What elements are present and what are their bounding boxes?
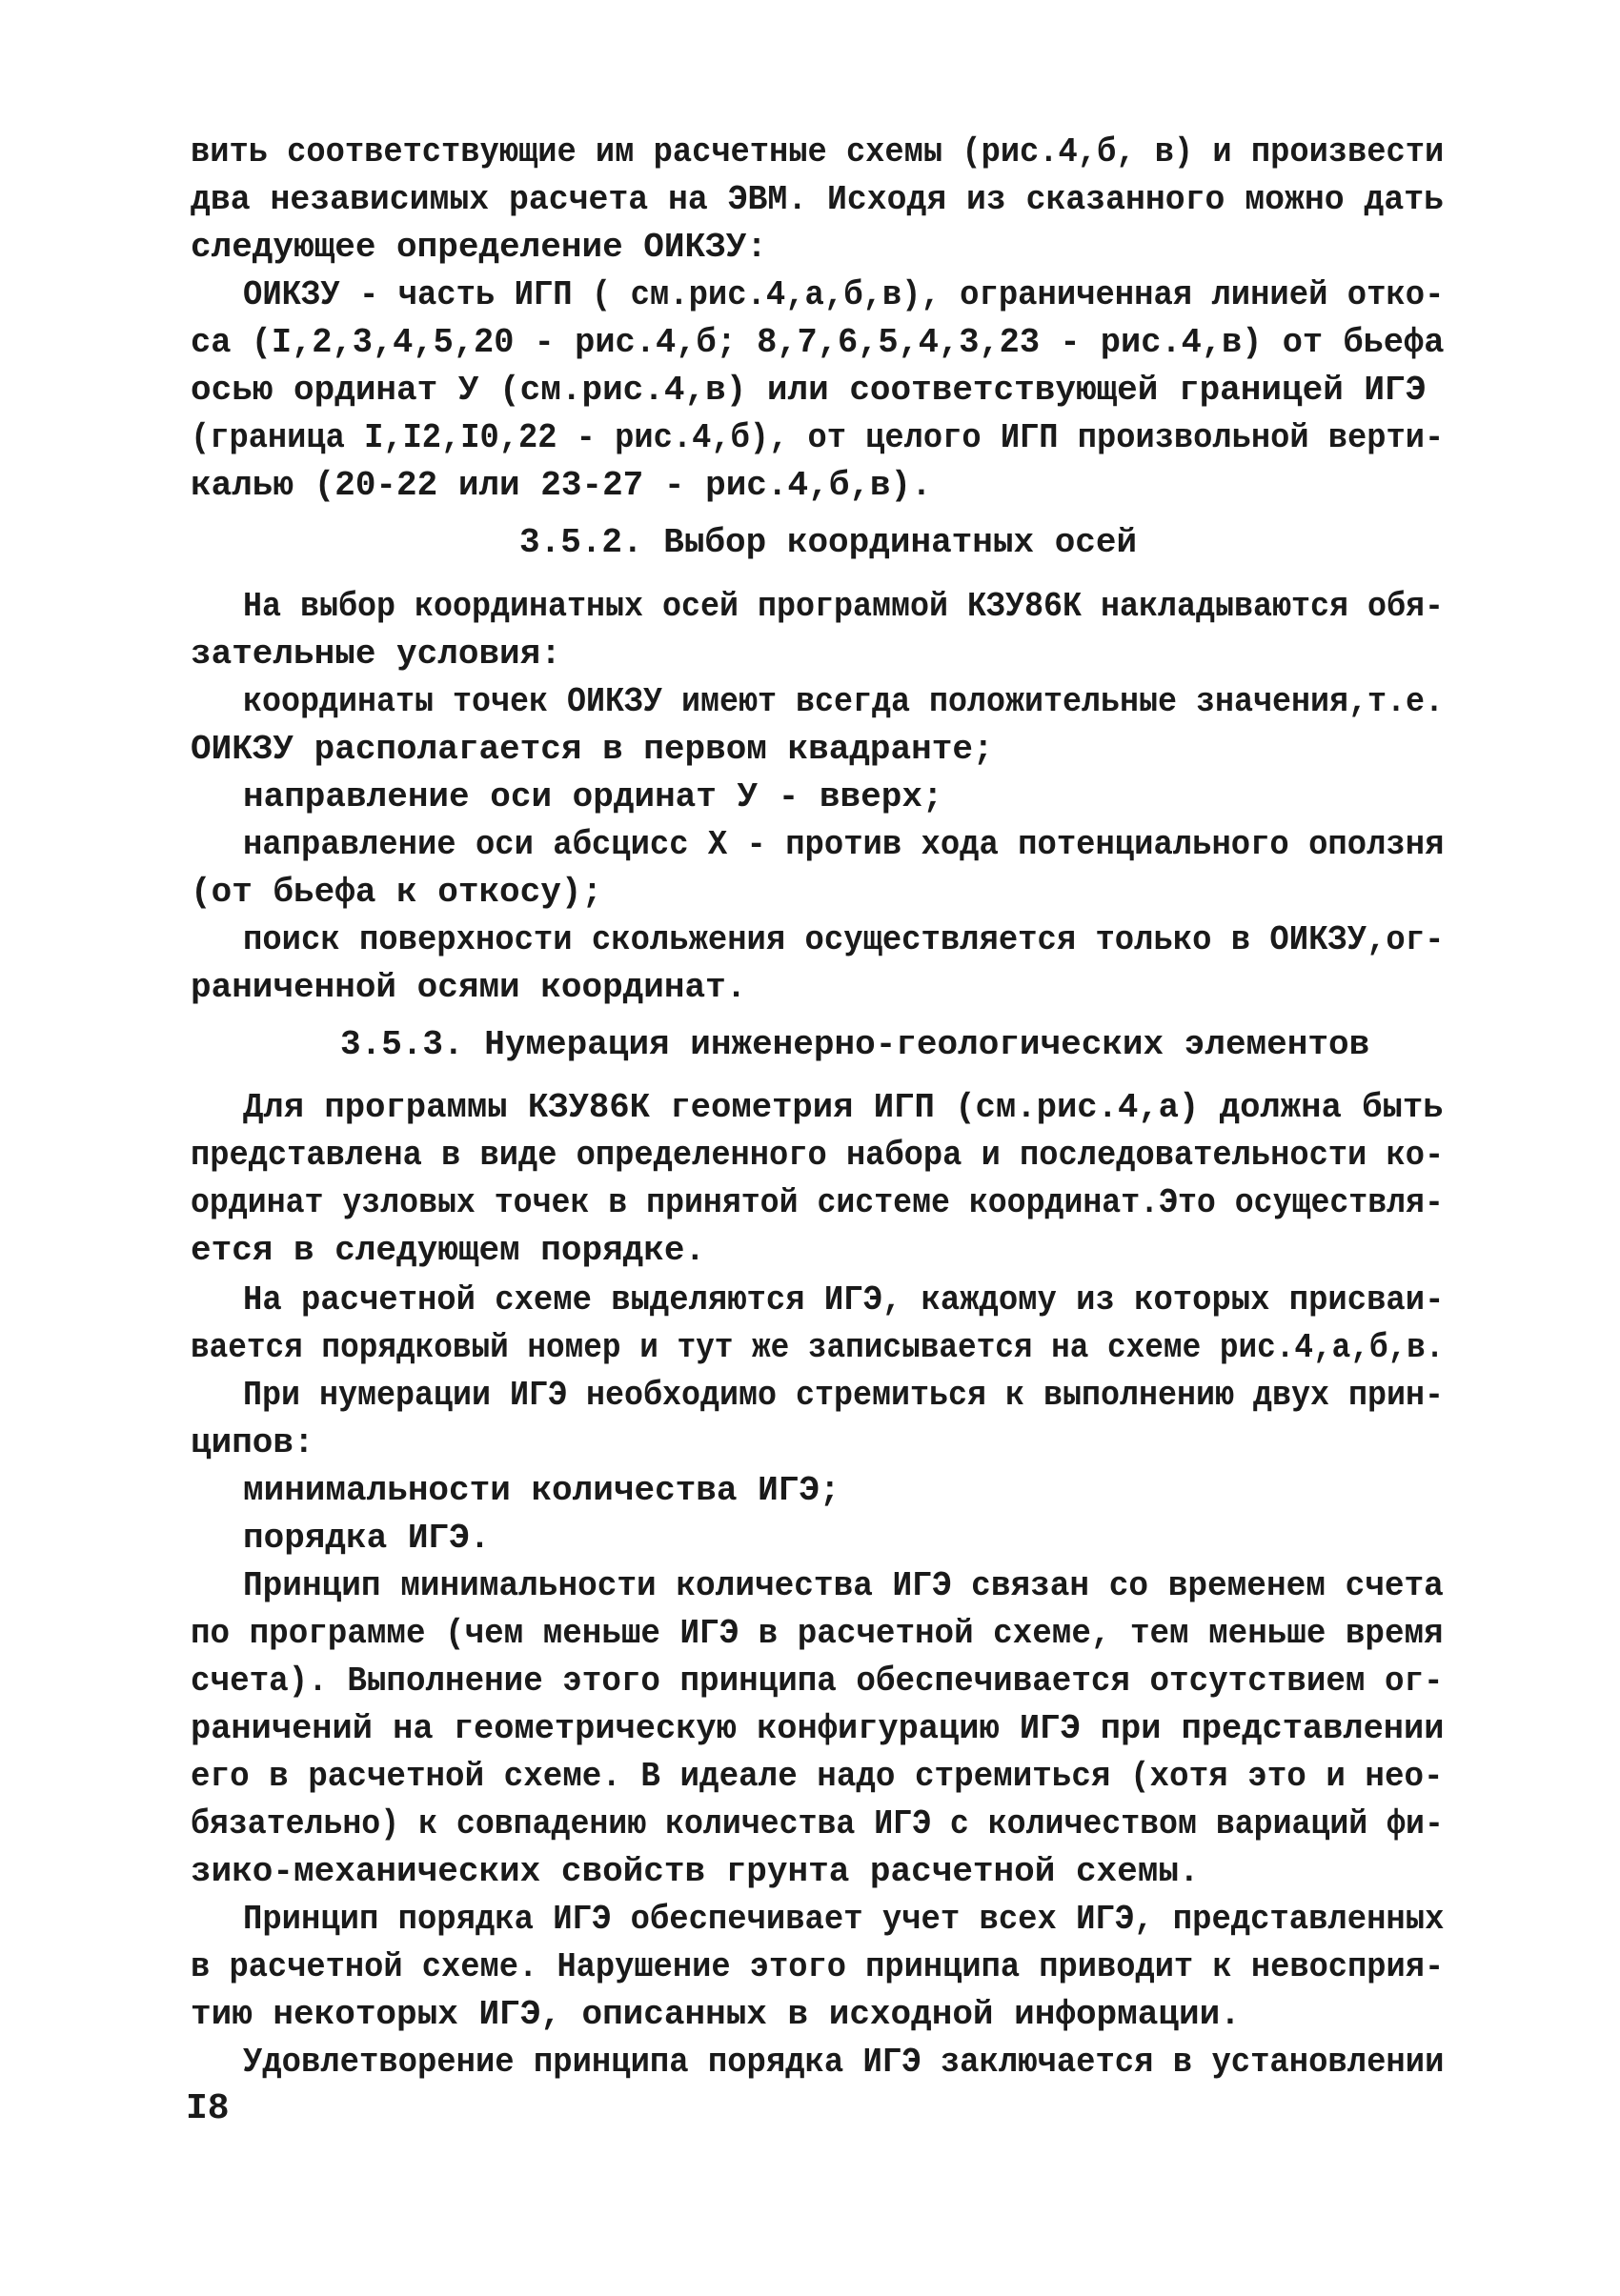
text-line: зико-механических свойств грунта расчетной схемы. [191,1852,1200,1891]
text-line: ОИКЗУ - часть ИГП ( см.рис.4,а,б,в), ограниченная линией отко- [243,275,1445,314]
text-line: поиск поверхности скольжения осуществляется только в ОИКЗУ,ог- [243,920,1445,959]
text-line: вается порядковый номер и тут же записывается на схеме рис.4,а,б,в. [191,1328,1445,1367]
text-line: (от бьефа к откосу); [191,873,603,912]
text-line: координаты точек ОИКЗУ имеют всегда положительные значения,т.е. [243,682,1445,721]
text-line: раниченной осями координат. [191,968,747,1007]
text-line: минимальности количества ИГЭ; [243,1471,840,1510]
text-line: тию некоторых ИГЭ, описанных в исходной информации. [191,1995,1241,2034]
text-line: направление оси абсцисс Х - против хода потенциального оползня [243,825,1445,864]
text-line: направление оси ординат У - вверх; [243,777,943,816]
text-line: зательные условия: [191,634,561,674]
text-line: Принцип минимальности количества ИГЭ связан со временем счета [243,1566,1444,1605]
text-line: представлена в виде определенного набора и последовательности ко- [191,1136,1445,1175]
section-heading-3-5-2: 3.5.2. Выбор координатных осей [519,523,1138,562]
text-line: по программе (чем меньше ИГЭ в расчетной схеме, тем меньше время [191,1614,1444,1653]
page-number: I8 [186,2088,230,2129]
text-line: порядка ИГЭ. [243,1519,491,1558]
text-line: два независимых расчета на ЭВМ. Исходя из сказанного можно дать [191,180,1445,219]
text-line: Принцип порядка ИГЭ обеспечивает учет всех ИГЭ, представленных [243,1900,1445,1939]
text-line: (граница I,I2,I0,22 - рис.4,б), от целого ИГП произвольной верти- [191,418,1445,457]
text-line: его в расчетной схеме. В идеале надо стремиться (хотя это и нео- [191,1757,1444,1796]
section-heading-3-5-3: 3.5.3. Нумерация инженерно-геологических элементов [340,1025,1370,1064]
text-line: ОИКЗУ располагается в первом квадранте; [191,730,994,769]
text-line: калью (20-22 или 23-27 - рис.4,б,в). [191,466,932,505]
text-line: ординат узловых точек в принятой системе координат.Это осуществля- [191,1183,1444,1222]
text-line: осью ординат У (см.рис.4,в) или соответствующей границей ИГЭ [191,371,1427,410]
text-line: На выбор координатных осей программой КЗУ86К накладываются обя- [243,587,1445,626]
text-line: Удовлетворение принципа порядка ИГЭ заключается в установлении [243,2043,1445,2082]
text-line: При нумерации ИГЭ необходимо стремиться к выполнению двух прин- [243,1376,1445,1415]
text-line: ется в следующем порядке. [191,1231,706,1270]
text-line: Для программы КЗУ86К геометрия ИГП (см.рис.4,а) должна быть [243,1088,1444,1127]
text-line: бязательно) к совпадению количества ИГЭ с количеством вариаций фи- [191,1804,1444,1843]
text-line: следующее определение ОИКЗУ: [191,228,767,267]
text-line: счета). Выполнение этого принципа обеспечивается отсутствием ог- [191,1662,1444,1701]
text-line: раничений на геометрическую конфигурацию ИГЭ при представлении [191,1709,1445,1748]
text-line: вить соответствующие им расчетные схемы (рис.4,б, в) и произвести [191,132,1445,171]
text-line: са (I,2,3,4,5,20 - рис.4,б; 8,7,6,5,4,3,23 - рис.4,в) от бьефа [191,323,1445,362]
text-line: в расчетной схеме. Нарушение этого принципа приводит к невосприя- [191,1947,1445,1986]
text-line: На расчетной схеме выделяются ИГЭ, каждому из которых присваи- [243,1280,1445,1319]
text-line: ципов: [191,1423,314,1462]
